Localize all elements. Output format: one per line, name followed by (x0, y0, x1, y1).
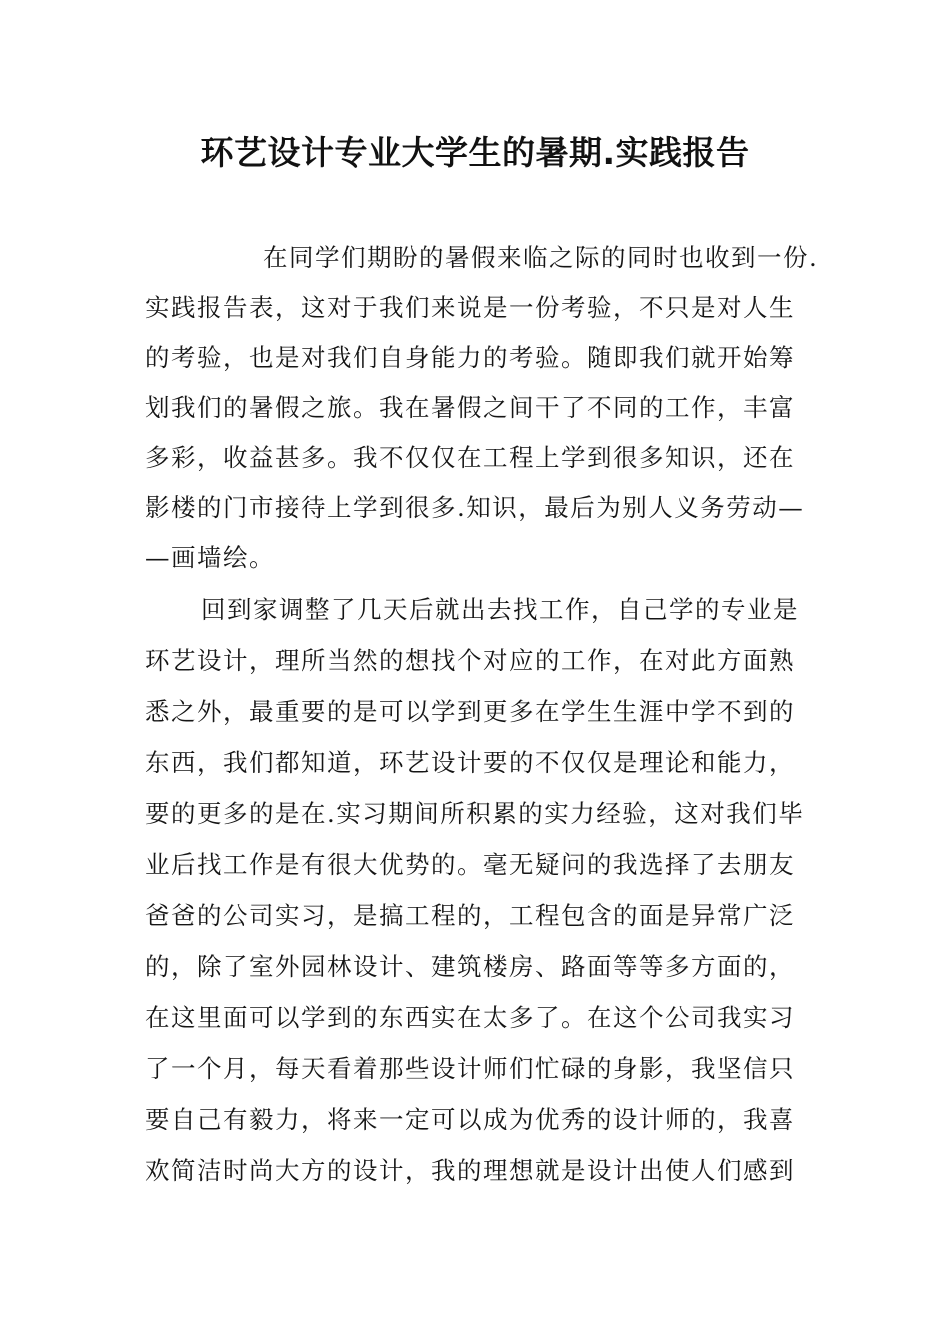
paragraph-line: 要的更多的是在.实习期间所积累的实力经验，这对我们毕 (145, 799, 805, 828)
paragraph-line: —画墙绘。 (145, 543, 275, 572)
paragraph-line: 实践报告表，这对于我们来说是一份考验，不只是对人生 (145, 293, 795, 322)
paragraph-line: 要自己有毅力，将来一定可以成为优秀的设计师的，我喜 (145, 1105, 795, 1134)
paragraph-line: 影楼的门市接待上学到很多.知识，最后为别人义务劳动— (145, 493, 805, 522)
paragraph-line: 划我们的暑假之旅。我在暑假之间干了不同的工作，丰富 (145, 393, 795, 422)
paragraph-line: 爸爸的公司实习，是搞工程的，工程包含的面是异常广泛 (145, 901, 795, 930)
paragraph-line: 欢简洁时尚大方的设计，我的理想就是设计出使人们感到 (145, 1156, 795, 1185)
paragraph-line: 悉之外，最重要的是可以学到更多在学生生涯中学不到的 (145, 697, 795, 726)
paragraph-line: 环艺设计，理所当然的想找个对应的工作，在对此方面熟 (145, 646, 795, 675)
paragraph-line: 东西，我们都知道，环艺设计要的不仅仅是理论和能力， (145, 748, 795, 777)
paragraph-line: 回到家调整了几天后就出去找工作，自己学的专业是 (201, 595, 799, 624)
document-title: 环艺设计专业大学生的暑期.实践报告 (200, 133, 750, 172)
paragraph-line: 了一个月，每天看着那些设计师们忙碌的身影，我坚信只 (145, 1054, 795, 1083)
paragraph-line: 多彩，收益甚多。我不仅仅在工程上学到很多知识，还在 (145, 443, 795, 472)
paragraph-line: 业后找工作是有很大优势的。毫无疑问的我选择了去朋友 (145, 850, 795, 879)
paragraph-line: 的考验，也是对我们自身能力的考验。随即我们就开始筹 (145, 343, 795, 372)
paragraph-line: 的，除了室外园林设计、建筑楼房、路面等等多方面的， (145, 952, 795, 981)
paragraph-line: 在同学们期盼的暑假来临之际的同时也收到一份. (263, 243, 819, 272)
paragraph-line: 在这里面可以学到的东西实在太多了。在这个公司我实习 (145, 1003, 795, 1032)
